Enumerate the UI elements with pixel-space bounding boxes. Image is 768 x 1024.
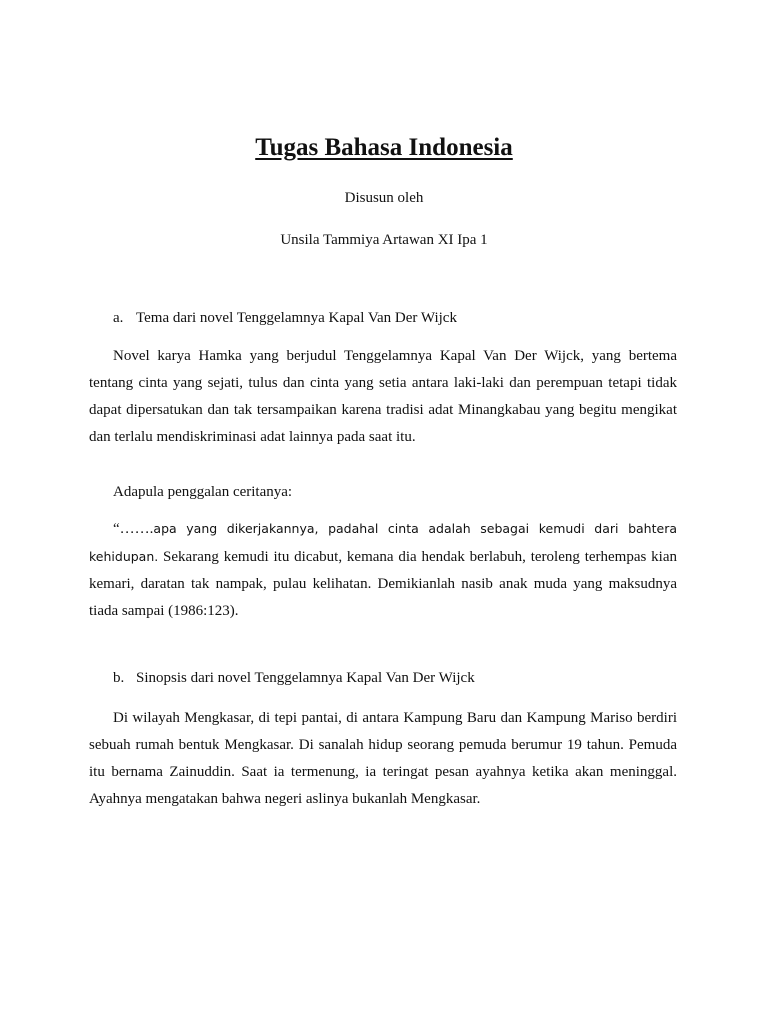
section-a-paragraph: Novel karya Hamka yang berjudul Tenggelamnya Kapal Van Der Wijck, yang bertema tentang cinta yang sejati, tulus dan cinta yang setia antara laki-laki dan perempuan tetapi tidak dapat dipersatukan dan tak tersampaikan karena tradisi adat Minangkabau yang begitu mengikat dan terlalu mendiskriminasi adat lainnya pada saat itu. (89, 348, 677, 445)
document-subtitle: Disusun oleh (344, 190, 424, 206)
quote-open-mark: “……. (113, 521, 154, 537)
section-a-quote (89, 515, 677, 625)
section-a-marker: a. (113, 310, 124, 326)
section-b-marker: b. (113, 670, 125, 686)
quote-styled-text: apa yang dikerjakannya, padahal cinta adalah sebagai kemudi dari bahtera kehidupan. (89, 521, 677, 564)
section-b-paragraph: Di wilayah Mengkasar, di tepi pantai, di antara Kampung Baru dan Kampung Mariso berdiri sebuah rumah bentuk Mengkasar. Di sanalah hidup seorang pemuda berumur 19 tahun. Pemuda itu bernama Zainuddin. Saat ia termenung, ia teringat pesan ayahnya ketika akan meninggal. Ayahnya mengatakan bahwa negeri aslinya bukanlah Mengkasar. (89, 710, 677, 807)
section-a-intro: Adapula penggalan ceritanya: (113, 484, 293, 500)
document-author: Unsila Tammiya Artawan XI Ipa 1 (280, 232, 488, 248)
document-title: Tugas Bahasa Indonesia (255, 134, 513, 161)
section-a-heading (113, 308, 457, 328)
quote-rest-text: Sekarang kemudi itu dicabut, kemana dia hendak berlabuh, teroleng terhempas kian kemari, daratan tak nampak, pulau kelihatan. Demikianlah nasib anak muda yang maksudnya tiada sampai (1986:123). (89, 549, 677, 619)
section-b-heading (113, 668, 475, 688)
section-a-heading-text: Tema dari novel Tenggelamnya Kapal Van Der Wijck (136, 310, 457, 326)
section-b-heading-text: Sinopsis dari novel Tenggelamnya Kapal Van Der Wijck (136, 670, 475, 686)
